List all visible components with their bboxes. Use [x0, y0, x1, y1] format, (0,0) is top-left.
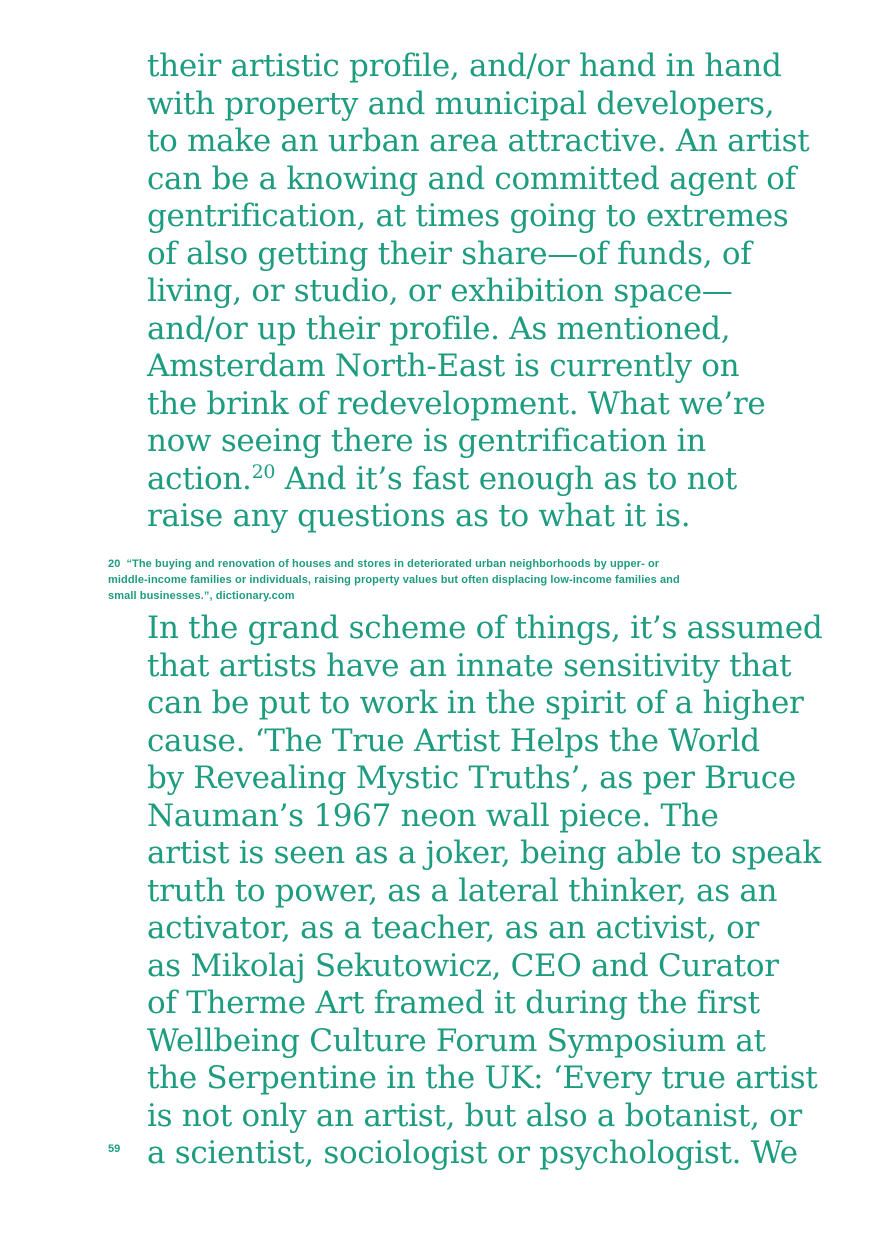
text-line: cause. ‘The True Artist Helps the World	[147, 722, 760, 759]
footnote-reference[interactable]: 20	[251, 460, 276, 483]
footnote	[108, 556, 848, 604]
text-line: a scientist, sociologist or psychologist. We	[147, 1135, 798, 1171]
text-line: now seeing there is gentrification in	[147, 423, 706, 459]
text-line: as Mikolaj Sekutowicz, CEO and Curator	[147, 947, 779, 984]
text-line: raise any questions as to what it is.	[147, 498, 691, 534]
text-line: that artists have an innate sensitivity that	[147, 647, 792, 684]
footnote-line: small businesses.”, dictionary.com	[108, 590, 295, 602]
body-paragraph-1	[147, 48, 862, 536]
text-line: Amsterdam North-East is currently on	[147, 348, 740, 384]
text-line: by Revealing Mystic Truths’, as per Bruce	[147, 760, 796, 796]
body-paragraph-2	[147, 610, 862, 1173]
text-line-with-footnote	[147, 461, 862, 499]
text-line: to make an urban area attractive. An artist	[147, 123, 810, 159]
text-line: In the grand scheme of things, it’s assumed	[147, 610, 823, 646]
text-line: can be a knowing and committed agent of	[147, 160, 796, 197]
text-fragment: action.	[147, 460, 252, 497]
text-line: with property and municipal developers,	[147, 85, 775, 122]
text-line: of Therme Art framed it during the first	[147, 985, 760, 1021]
footnote-text: “The buying and renovation of houses and stores in deteriorated urban neighborhoods by upper- or	[126, 558, 660, 570]
text-line: the brink of redevelopment. What we’re	[147, 385, 766, 422]
text-line: activator, as a teacher, as an activist, or	[147, 910, 759, 946]
text-line: Nauman’s 1967 neon wall piece. The	[147, 797, 719, 834]
footnote-line	[108, 556, 848, 572]
text-line: of also getting their share—of funds, of	[147, 235, 752, 272]
text-line: truth to power, as a lateral thinker, as an	[147, 872, 778, 909]
text-line: gentrification, at times going to extremes	[147, 198, 789, 234]
text-line: artist is seen as a joker, being able to speak	[147, 835, 821, 871]
text-line: their artistic profile, and/or hand in hand	[147, 48, 782, 84]
footnote-number: 20	[108, 558, 121, 570]
page-number: 59	[108, 1143, 121, 1155]
text-line: the Serpentine in the UK: ‘Every true artist	[147, 1060, 818, 1096]
text-line: and/or up their profile. As mentioned,	[147, 310, 731, 347]
text-fragment: And it’s fast enough as to not	[275, 460, 737, 497]
footnote-line: middle-income families or individuals, raising property values but often displacing low-income families and	[108, 574, 680, 586]
text-line: living, or studio, or exhibition space—	[147, 273, 733, 309]
text-line: can be put to work in the spirit of a higher	[147, 685, 804, 721]
text-line: Wellbeing Culture Forum Symposium at	[147, 1022, 766, 1059]
text-line: is not only an artist, but also a botanist, or	[147, 1097, 802, 1134]
